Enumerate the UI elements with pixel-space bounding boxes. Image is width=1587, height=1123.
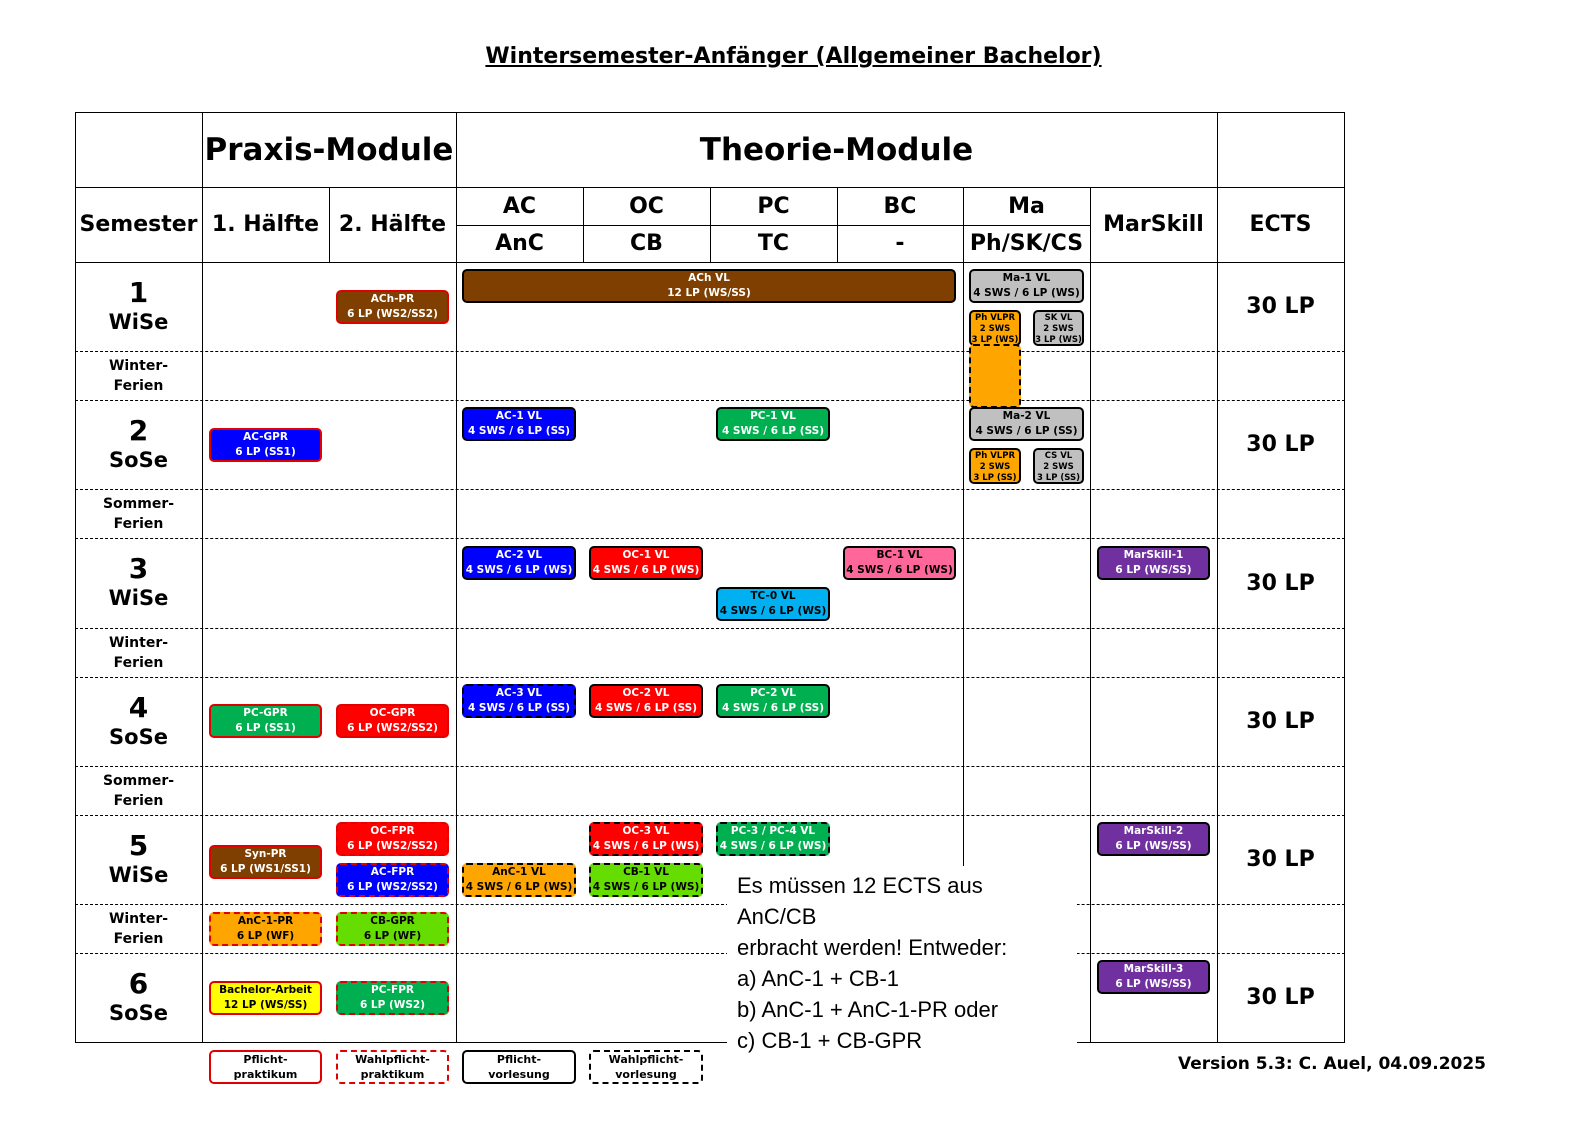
module-ph-vlpr-ss: Ph VLPR 2 SWS 3 LP (SS) bbox=[969, 448, 1021, 484]
subject-ma: Ma bbox=[1008, 193, 1045, 219]
subject-pc: PC bbox=[757, 193, 790, 219]
legend-pflichtvorlesung: Pflicht- vorlesung bbox=[462, 1050, 576, 1084]
module-cs-vl: CS VL 2 SWS 3 LP (SS) bbox=[1033, 448, 1084, 484]
module-bachelor-arbeit: Bachelor-Arbeit 12 LP (WS/SS) bbox=[209, 981, 322, 1015]
version-label: Version 5.3: C. Auel, 04.09.2025 bbox=[1178, 1054, 1487, 1074]
module-ma2-vl: Ma-2 VL 4 SWS / 6 LP (SS) bbox=[969, 407, 1084, 441]
module-tc0-vl: TC-0 VL 4 SWS / 6 LP (WS) bbox=[716, 587, 830, 621]
ects-3: 30 LP bbox=[1246, 570, 1315, 596]
legend-pflichtpraktikum: Pflicht- praktikum bbox=[209, 1050, 322, 1084]
ferien-4: Sommer- Ferien bbox=[102, 772, 175, 809]
semester-5: 5 WiSe bbox=[108, 828, 169, 887]
marskill-header: MarSkill bbox=[1103, 212, 1204, 237]
subject-cb: CB bbox=[630, 231, 663, 256]
subject-phskcs: Ph/SK/CS bbox=[969, 231, 1084, 256]
module-ac-fpr: AC-FPR 6 LP (WS2/SS2) bbox=[336, 863, 449, 897]
module-anc1-vl: AnC-1 VL 4 SWS / 6 LP (WS) bbox=[462, 863, 576, 897]
ects-note: Es müssen 12 ECTS aus AnC/CB erbracht werden! Entweder: a) AnC-1 + CB-1 b) AnC-1 + AnC-1-PR oder c) CB-1 + CB-GPR bbox=[727, 866, 1077, 1060]
module-pc34-vl: PC-3 / PC-4 VL 4 SWS / 6 LP (WS) bbox=[716, 822, 830, 856]
module-pc-gpr: PC-GPR 6 LP (SS1) bbox=[209, 704, 322, 738]
module-ac2-vl: AC-2 VL 4 SWS / 6 LP (WS) bbox=[462, 546, 576, 580]
praxis-header: Praxis-Module bbox=[204, 131, 454, 168]
module-syn-pr: Syn-PR 6 LP (WS1/SS1) bbox=[209, 845, 322, 879]
module-oc3-vl: OC-3 VL 4 SWS / 6 LP (WS) bbox=[589, 822, 703, 856]
subject-dash: - bbox=[895, 231, 905, 256]
ferien-5: Winter- Ferien bbox=[108, 910, 169, 947]
module-ach-pr: ACh-PR 6 LP (WS2/SS2) bbox=[336, 290, 449, 324]
ferien-2: Sommer- Ferien bbox=[102, 495, 175, 532]
module-ach-vl: ACh VL 12 LP (WS/SS) bbox=[462, 269, 956, 303]
semester-2: 2 SoSe bbox=[109, 413, 168, 472]
module-oc1-vl: OC-1 VL 4 SWS / 6 LP (WS) bbox=[589, 546, 703, 580]
half2-header: 2. Hälfte bbox=[338, 212, 447, 237]
module-oc2-vl: OC-2 VL 4 SWS / 6 LP (SS) bbox=[589, 684, 703, 718]
subject-tc: TC bbox=[757, 231, 790, 256]
module-oc-gpr: OC-GPR 6 LP (WS2/SS2) bbox=[336, 704, 449, 738]
module-pc1-vl: PC-1 VL 4 SWS / 6 LP (SS) bbox=[716, 407, 830, 441]
module-marskill2: MarSkill-2 6 LP (WS/SS) bbox=[1097, 822, 1210, 856]
semester-4: 4 SoSe bbox=[109, 690, 168, 749]
module-ac1-vl: AC-1 VL 4 SWS / 6 LP (SS) bbox=[462, 407, 576, 441]
ects-2: 30 LP bbox=[1246, 432, 1315, 457]
module-bc1-vl: BC-1 VL 4 SWS / 6 LP (WS) bbox=[843, 546, 956, 580]
module-ac3-vl: AC-3 VL 4 SWS / 6 LP (SS) bbox=[462, 684, 576, 718]
legend-wahlpflichtvorlesung: Wahlpflicht- vorlesung bbox=[589, 1050, 703, 1084]
module-ac-gpr: AC-GPR 6 LP (SS1) bbox=[209, 428, 322, 462]
theorie-header: Theorie-Module bbox=[699, 131, 974, 168]
legend-wahlpflichtpraktikum: Wahlpflicht- praktikum bbox=[336, 1050, 449, 1084]
semester-3: 3 WiSe bbox=[108, 552, 169, 610]
module-pc-fpr: PC-FPR 6 LP (WS2) bbox=[336, 981, 449, 1015]
ects-5: 30 LP bbox=[1246, 847, 1315, 872]
semester-1: 1 WiSe bbox=[108, 275, 169, 334]
ferien-3: Winter- Ferien bbox=[108, 634, 169, 671]
semester-6: 6 SoSe bbox=[109, 966, 168, 1025]
ph-vlpr-extension bbox=[969, 344, 1021, 408]
module-anc1-pr: AnC-1-PR 6 LP (WF) bbox=[209, 912, 322, 946]
module-cb-gpr: CB-GPR 6 LP (WF) bbox=[336, 912, 449, 946]
module-ma1-vl: Ma-1 VL 4 SWS / 6 LP (WS) bbox=[969, 269, 1084, 303]
module-pc2-vl: PC-2 VL 4 SWS / 6 LP (SS) bbox=[716, 684, 830, 718]
module-cb1-vl: CB-1 VL 4 SWS / 6 LP (WS) bbox=[589, 863, 703, 897]
subject-ac: AC bbox=[502, 193, 537, 219]
ects-1: 30 LP bbox=[1246, 294, 1315, 319]
half1-header: 1. Hälfte bbox=[211, 212, 320, 237]
module-sk-vl: SK VL 2 SWS 3 LP (WS) bbox=[1033, 310, 1084, 346]
subject-bc: BC bbox=[883, 193, 917, 219]
module-oc-fpr: OC-FPR 6 LP (WS2/SS2) bbox=[336, 822, 449, 856]
subject-anc: AnC bbox=[495, 231, 544, 256]
ects-header: ECTS bbox=[1249, 212, 1312, 237]
module-marskill3: MarSkill-3 6 LP (WS/SS) bbox=[1097, 960, 1210, 994]
page-title: Wintersemester-Anfänger (Allgemeiner Bachelor) bbox=[485, 44, 1102, 69]
semester-header: Semester bbox=[79, 212, 198, 237]
ferien-1: Winter- Ferien bbox=[108, 357, 169, 394]
subject-oc: OC bbox=[629, 193, 664, 219]
ects-6: 30 LP bbox=[1246, 985, 1315, 1010]
module-marskill1: MarSkill-1 6 LP (WS/SS) bbox=[1097, 546, 1210, 580]
module-ph-vlpr-ws: Ph VLPR 2 SWS 3 LP (WS) bbox=[969, 310, 1021, 346]
ects-4: 30 LP bbox=[1246, 709, 1315, 734]
